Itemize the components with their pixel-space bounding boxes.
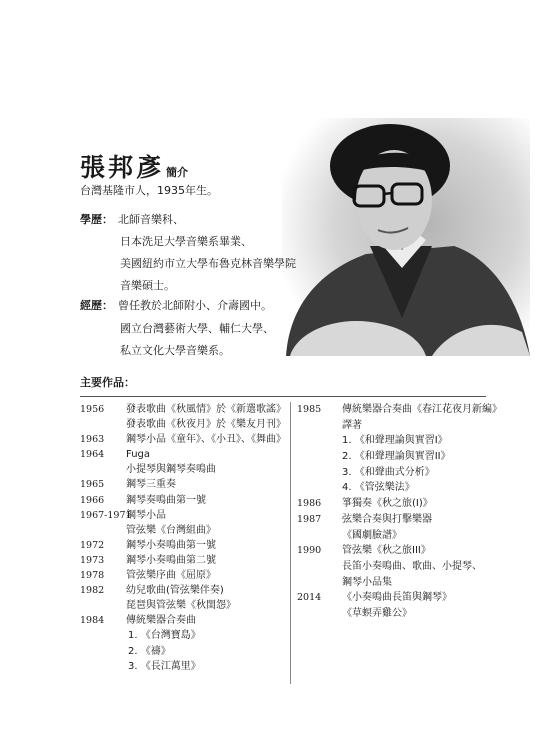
- work-text: 鋼琴小品: [126, 509, 166, 521]
- work-text: 1. 《和聲理論與實習I》: [342, 435, 448, 447]
- work-year: 1966: [80, 494, 105, 506]
- work-year: 1965: [80, 479, 105, 491]
- education-line: 美國紐約市立大學布魯克林音樂學院: [120, 257, 296, 270]
- divider-rule: [80, 396, 486, 397]
- work-row: [80, 598, 285, 613]
- work-year: 1956: [80, 404, 105, 415]
- work-row: [80, 508, 285, 523]
- work-row: [297, 433, 487, 449]
- work-text: 《小奏鳴曲長笛與鋼琴》: [342, 592, 452, 604]
- work-text: 鋼琴奏鳴曲第一號: [126, 494, 206, 506]
- person-name: 張邦彥: [80, 153, 165, 182]
- work-row: [297, 480, 487, 496]
- work-text: 長笛小奏鳴曲、歌曲、小提琴、: [342, 560, 482, 572]
- work-text: 鋼琴小品《童年》、《小丑》、《舞曲》: [126, 434, 286, 446]
- work-year: 1964: [80, 449, 105, 461]
- work-year: 1982: [80, 585, 105, 597]
- work-year: 1967-1971: [80, 509, 132, 521]
- work-row: [297, 543, 487, 559]
- work-row: [80, 477, 285, 492]
- works-title: 主要作品：: [80, 376, 135, 389]
- work-year: 1990: [297, 545, 322, 557]
- work-row: [80, 568, 285, 583]
- work-year: 1973: [80, 554, 105, 566]
- work-row: [297, 559, 487, 575]
- work-row: [297, 449, 487, 465]
- work-text: 譯著: [342, 419, 362, 431]
- work-text: 2. 《禱》: [128, 645, 171, 657]
- work-text: 琵琶與管弦樂《秋閨怨》: [126, 600, 236, 612]
- work-text: 1. 《台灣寶島》: [128, 630, 201, 642]
- work-row: [80, 432, 285, 447]
- work-text: 鋼琴三重奏: [126, 479, 176, 491]
- birth-info: 台灣基隆市人，1935年生。: [80, 184, 218, 197]
- work-row: [80, 538, 285, 553]
- work-row: [80, 644, 285, 659]
- work-text: 4. 《管弦樂法》: [342, 482, 415, 494]
- work-text: 鋼琴小奏鳴曲第一號: [126, 539, 216, 551]
- work-row: [297, 606, 487, 622]
- work-year: 1985: [297, 404, 322, 415]
- work-row: [297, 575, 487, 591]
- experience-line: 國立台灣藝術大學、輔仁大學、: [120, 322, 274, 335]
- work-text: 3. 《長江萬里》: [128, 660, 201, 672]
- work-text: 傳統樂器合奏曲《春江花夜月新編》: [342, 404, 502, 415]
- experience-line: 曾任教於北師附小、介壽國中。: [118, 299, 272, 312]
- work-text: 2. 《和聲理論與實習II》: [342, 451, 451, 463]
- experience-line: 私立文化大學音樂系。: [120, 344, 230, 357]
- work-row: [297, 528, 487, 544]
- education-line: 北師音樂科、: [118, 213, 184, 226]
- work-row: [80, 402, 285, 417]
- work-row: [80, 613, 285, 628]
- work-row: [297, 590, 487, 606]
- experience-label: 經歷：: [80, 299, 113, 312]
- work-text: 幼兒歌曲(管弦樂伴奏): [126, 585, 224, 597]
- work-text: 管弦樂序曲《屈原》: [126, 570, 216, 582]
- work-year: 1972: [80, 539, 105, 551]
- work-text: 管弦樂《台灣組曲》: [126, 524, 216, 536]
- work-row: [80, 628, 285, 643]
- work-text: 傳統樂器合奏曲: [126, 615, 196, 627]
- work-row: [80, 447, 285, 462]
- education-line: 音樂碩士。: [120, 279, 175, 292]
- work-text: 管弦樂《秋之旅III》: [342, 545, 431, 557]
- work-text: 《國劇臉譜》: [342, 529, 402, 541]
- work-year: 1987: [297, 513, 322, 525]
- work-row: [80, 493, 285, 508]
- work-row: [80, 417, 285, 432]
- work-text: 3. 《和聲曲式分析》: [342, 466, 435, 478]
- name-suffix: 簡介: [166, 166, 189, 179]
- work-text: 小提琴與鋼琴奏鳴曲: [126, 464, 216, 476]
- work-text: 箏獨奏《秋之旅(I)》: [342, 498, 433, 510]
- work-row: [297, 418, 487, 434]
- work-text: Fuga: [126, 449, 151, 461]
- work-text: 鋼琴小品集: [342, 576, 392, 588]
- work-row: [80, 523, 285, 538]
- education-label: 學歷：: [80, 213, 113, 226]
- work-row: [80, 659, 285, 674]
- work-text: 鋼琴小奏鳴曲第二號: [126, 554, 216, 566]
- work-text: 《草螟弄雞公》: [342, 607, 412, 619]
- work-row: [80, 462, 285, 477]
- work-year: 1963: [80, 434, 105, 446]
- work-row: [80, 553, 285, 568]
- work-row: [297, 402, 502, 418]
- work-row: [297, 496, 487, 512]
- work-text: 弦樂合奏與打擊樂器: [342, 513, 432, 525]
- work-year: 1978: [80, 570, 105, 582]
- work-row: [297, 465, 487, 481]
- works-left-column: [80, 402, 285, 674]
- work-year: 1986: [297, 498, 322, 510]
- works-right-column: [297, 402, 502, 622]
- work-text: 發表歌曲《秋夜月》於《樂友月刊》: [126, 419, 286, 431]
- column-divider: [290, 402, 291, 684]
- title: [80, 148, 188, 184]
- work-year: 1984: [80, 615, 105, 627]
- work-year: 2014: [297, 592, 322, 604]
- portrait-photo: [282, 118, 530, 356]
- work-text: 發表歌曲《秋風情》於《新選歌謠》: [126, 404, 286, 415]
- work-row: [297, 512, 487, 528]
- work-row: [80, 583, 285, 598]
- education-line: 日本洗足大學音樂系畢業、: [120, 235, 252, 248]
